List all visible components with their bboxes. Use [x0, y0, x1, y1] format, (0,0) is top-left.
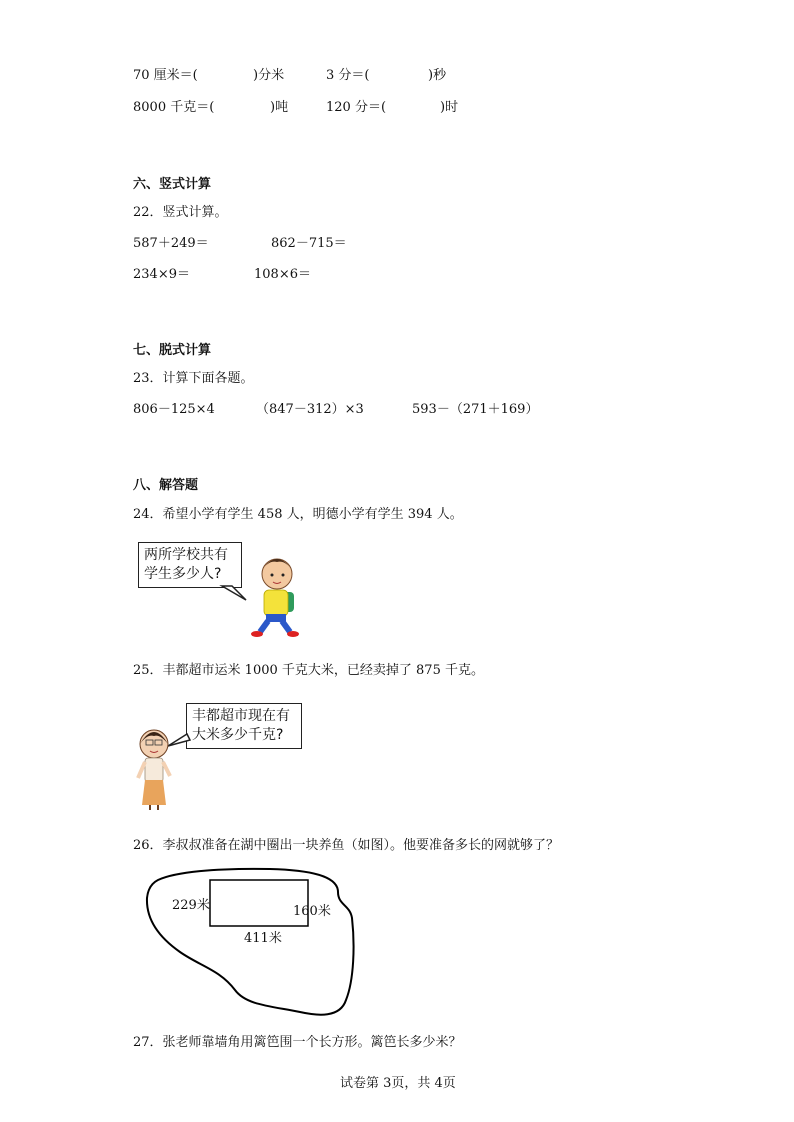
- section8-heading: 八、解答题: [133, 478, 199, 493]
- conv-2d: )时: [440, 100, 459, 115]
- q25-text: 25．丰都超市运米 1000 千克大米，已经卖掉了 875 千克。: [133, 663, 484, 678]
- q23-item-1: 806－125×4: [133, 402, 215, 417]
- conv-1b: )分米: [253, 68, 285, 83]
- q27-text: 27．张老师靠墙角用篱笆围一个长方形。篱笆长多少米？: [133, 1035, 462, 1050]
- q22-item-2: 862－715＝: [271, 236, 347, 251]
- conv-2c: 120 分＝(: [326, 100, 387, 115]
- bubble25-line1: 丰都超市现在有: [192, 708, 290, 724]
- q22-text: 22．竖式计算。: [133, 205, 228, 220]
- q23-item-3: 593－（271＋169）: [412, 402, 539, 417]
- fig26-right-label: 160米: [293, 904, 331, 919]
- q24-text: 24．希望小学有学生 458 人，明德小学有学生 394 人。: [133, 507, 463, 522]
- bubble24-line1: 两所学校共有: [144, 547, 228, 563]
- q22-item-4: 108×6＝: [254, 267, 311, 282]
- bubble24-line2: 学生多少人?: [144, 566, 222, 582]
- bubble25-line2: 大米多少千克?: [192, 727, 284, 743]
- fig26-left-label: 229米: [172, 898, 210, 913]
- fig26-bottom-label: 411米: [244, 931, 282, 946]
- conv-1a: 70 厘米＝(: [133, 68, 198, 83]
- conv-1c: 3 分＝(: [326, 68, 370, 83]
- conv-2a: 8000 千克＝(: [133, 100, 215, 115]
- q23-item-2: （847－312）×3: [256, 402, 364, 417]
- conv-1d: )秒: [428, 68, 447, 83]
- page-footer: 试卷第 3页，共 4页: [340, 1076, 456, 1091]
- conv-2b: )吨: [270, 100, 289, 115]
- section7-heading: 七、脱式计算: [133, 343, 212, 358]
- q26-text: 26．李叔叔准备在湖中圈出一块养鱼（如图）。他要准备多长的网就够了？: [133, 838, 560, 853]
- q22-item-3: 234×9＝: [133, 267, 190, 282]
- section6-heading: 六、竖式计算: [133, 177, 212, 192]
- q22-item-1: 587＋249＝: [133, 236, 209, 251]
- q23-text: 23．计算下面各题。: [133, 371, 254, 386]
